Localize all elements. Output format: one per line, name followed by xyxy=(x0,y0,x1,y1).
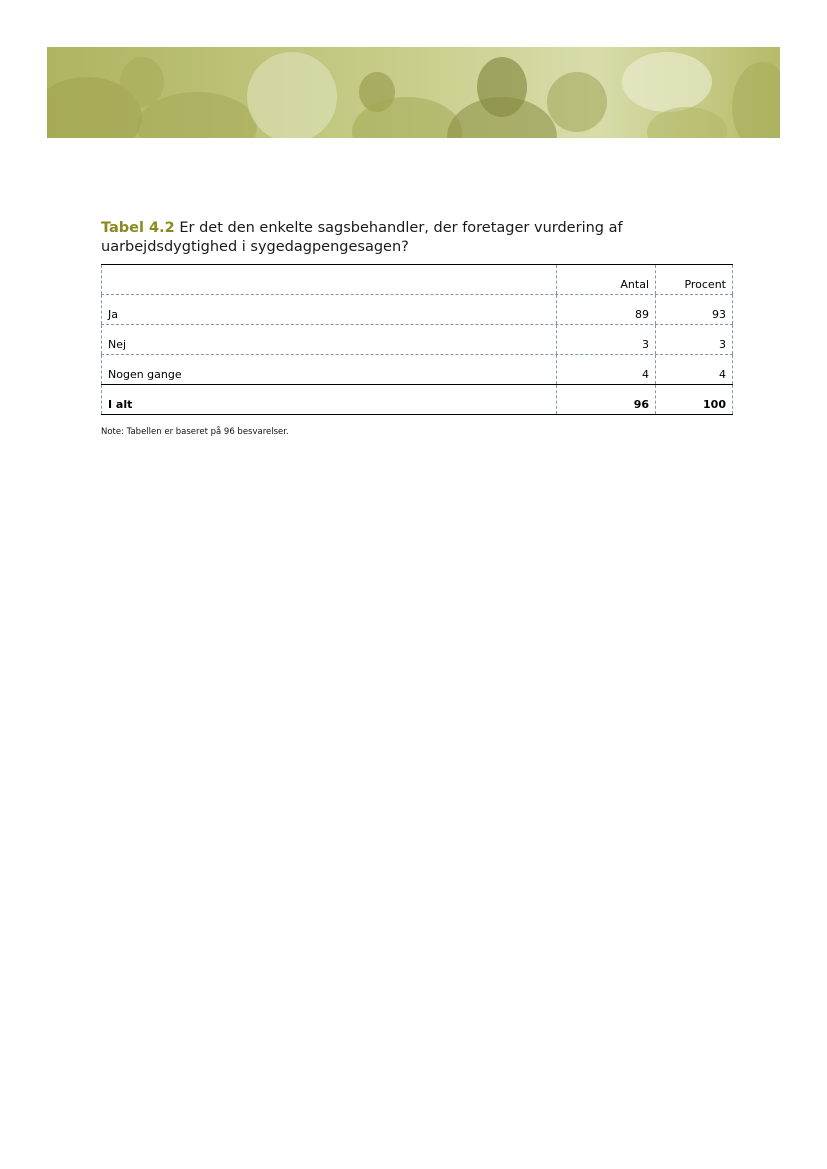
table-caption-label: Tabel 4.2 xyxy=(101,220,175,236)
row-antal: 3 xyxy=(557,325,656,354)
total-antal: 96 xyxy=(557,385,656,414)
row-label: Ja xyxy=(101,295,557,324)
table-row xyxy=(101,294,733,324)
total-procent: 100 xyxy=(656,385,733,414)
data-table xyxy=(101,264,733,415)
row-label: Nej xyxy=(101,325,557,354)
header-cell-label xyxy=(101,265,557,294)
header-cell-procent: Procent xyxy=(656,265,733,294)
table-caption xyxy=(101,219,661,257)
row-procent: 3 xyxy=(656,325,733,354)
total-label: I alt xyxy=(101,385,557,414)
table-header-row xyxy=(101,265,733,294)
row-antal: 89 xyxy=(557,295,656,324)
row-procent: 93 xyxy=(656,295,733,324)
header-cell-antal: Antal xyxy=(557,265,656,294)
table-caption-text: Er det den enkelte sagsbehandler, der foretager vurdering af uarbejdsdygtighed i sygedagpengesagen? xyxy=(101,220,623,255)
row-antal: 4 xyxy=(557,355,656,384)
table-note: Note: Tabellen er baseret på 96 besvarelser. xyxy=(101,427,289,437)
table-total-row xyxy=(101,384,733,414)
header-banner-image xyxy=(47,47,780,138)
table-row xyxy=(101,354,733,384)
table-row xyxy=(101,324,733,354)
row-procent: 4 xyxy=(656,355,733,384)
row-label: Nogen gange xyxy=(101,355,557,384)
